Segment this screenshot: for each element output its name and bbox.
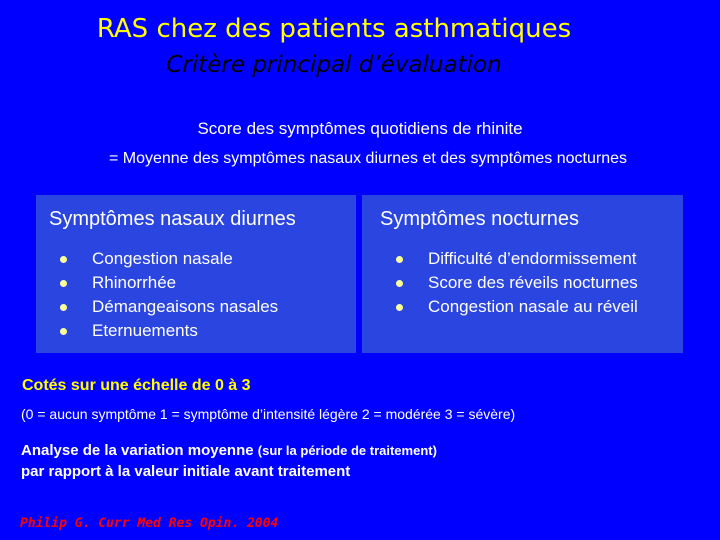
bullet-icon	[396, 280, 403, 287]
bullet-icon	[396, 304, 403, 311]
list-item	[396, 271, 638, 295]
list-item	[396, 247, 638, 271]
list-item	[60, 295, 278, 319]
list-item-label: Congestion nasale	[92, 249, 233, 268]
citation: Philip G. Curr Med Res Opin. 2004	[20, 516, 279, 531]
list-item	[60, 247, 278, 271]
bullet-icon	[60, 280, 67, 287]
list-item	[60, 319, 278, 343]
nocturnal-symptoms-panel	[362, 195, 683, 353]
analysis-line-2: par rapport à la valeur initiale avant traitement	[21, 463, 351, 480]
list-item	[60, 271, 278, 295]
list-item-label: Rhinorrhée	[92, 273, 177, 292]
bullet-icon	[60, 304, 67, 311]
list-item	[396, 295, 638, 319]
analysis-line-1	[21, 440, 437, 461]
score-title: Score des symptômes quotidiens de rhinite	[197, 119, 523, 138]
list-item-label: Démangeaisons nasales	[92, 297, 279, 316]
list-item-label: Eternuements	[92, 321, 198, 340]
list-item-label: Congestion nasale au réveil	[428, 297, 638, 316]
analysis-period-note: (sur la période de traitement)	[257, 443, 437, 458]
scale-values: (0 = aucun symptôme 1 = symptôme d’intensité légère 2 = modérée 3 = sévère)	[21, 406, 516, 422]
daytime-symptoms-title: Symptômes nasaux diurnes	[49, 208, 296, 230]
bullet-icon	[396, 256, 403, 263]
list-item-label: Score des réveils nocturnes	[428, 273, 638, 292]
bullet-icon	[60, 256, 67, 263]
score-definition: = Moyenne des symptômes nasaux diurnes et des symptômes nocturnes	[108, 150, 628, 167]
daytime-symptoms-panel	[36, 195, 356, 353]
analysis-main: Analyse de la variation moyenne	[21, 442, 258, 459]
analysis-text	[21, 440, 437, 482]
daytime-symptoms-list	[60, 247, 278, 343]
bullet-icon	[60, 328, 67, 335]
nocturnal-symptoms-title: Symptômes nocturnes	[380, 208, 579, 230]
nocturnal-symptoms-list	[396, 247, 638, 319]
list-item-label: Difficulté d’endormissement	[428, 249, 637, 268]
slide-subtitle: Critère principal d’évaluation	[166, 52, 502, 78]
slide-title: RAS chez des patients asthmatiques	[96, 14, 572, 44]
scale-heading: Cotés sur une échelle de 0 à 3	[22, 377, 251, 394]
